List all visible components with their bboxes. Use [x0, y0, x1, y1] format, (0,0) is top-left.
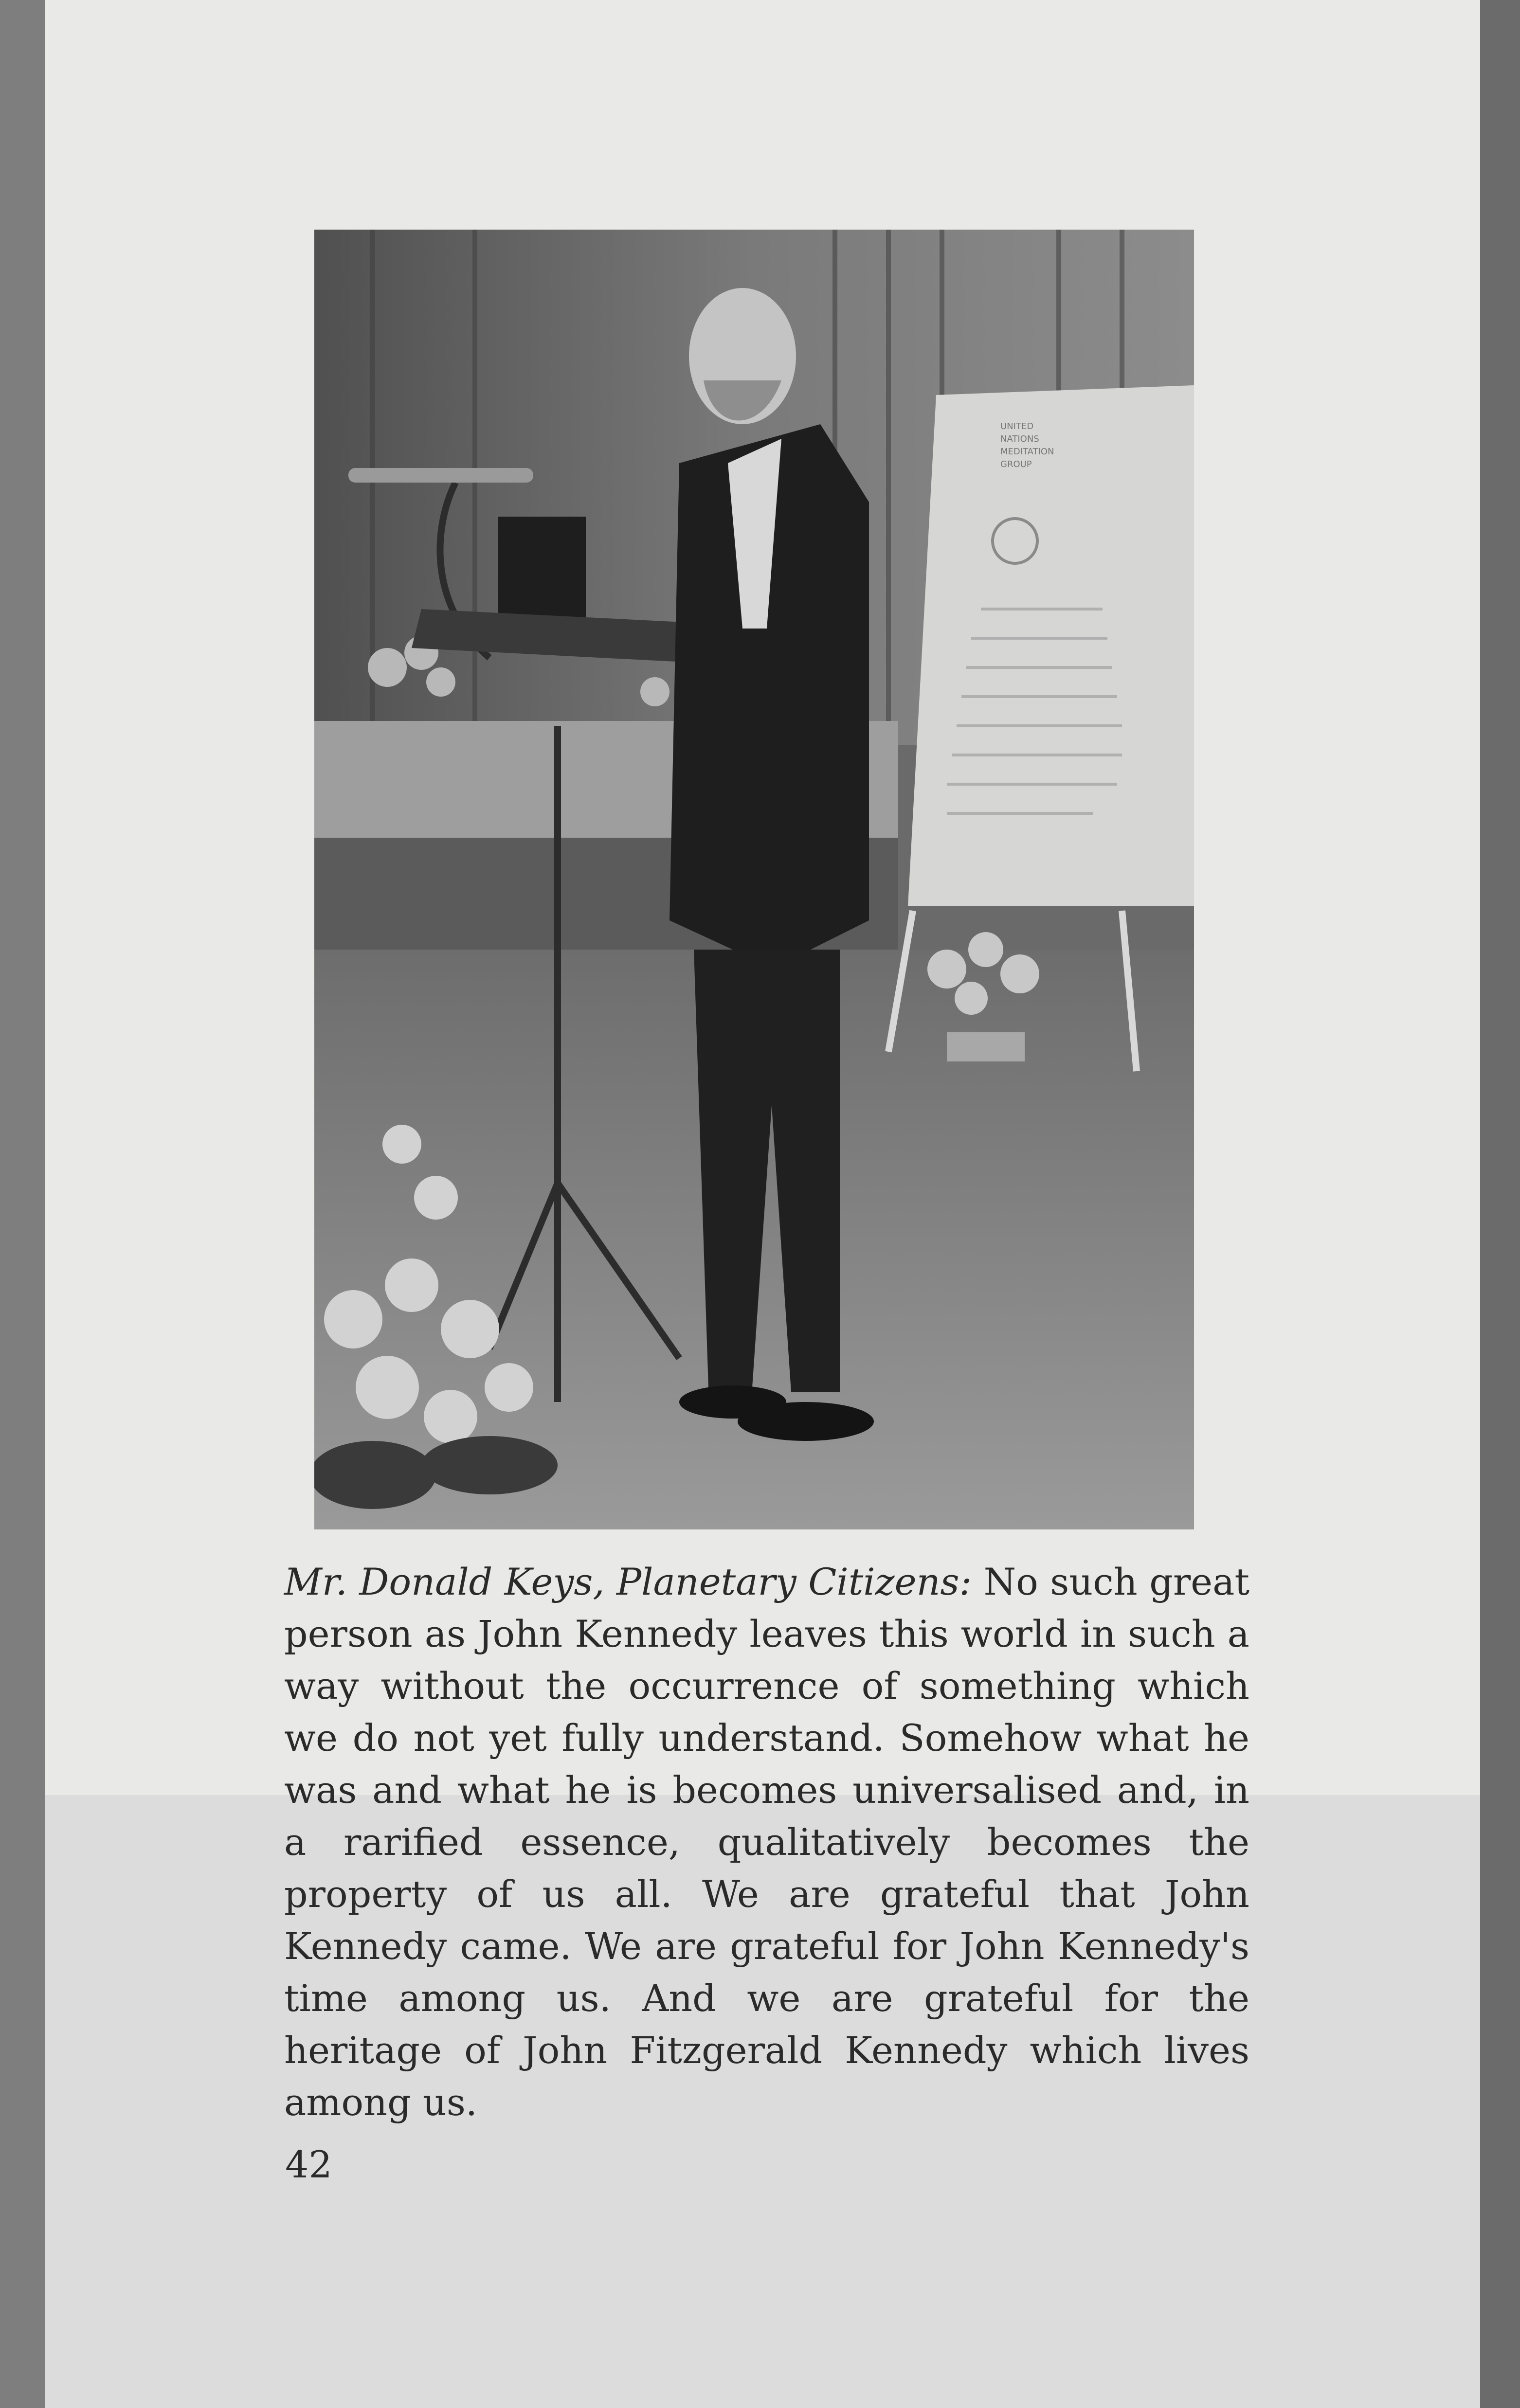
microphone-icon	[348, 468, 533, 483]
caption-text: No such great person as John Kennedy leaves this world in such a way without the occurrence of something which we do not yet fully understand. Somehow what he was and what he is becomes universalised and, in a rarified essence, qualitatively becomes the property of us all. We are grateful that John Kennedy came. We are grateful for John Kennedy's time among us. And we are grateful for the heritage of John Fitzgerald Kennedy which lives among us.	[284, 1560, 1250, 2124]
sign-line-3: MEDITATION	[1000, 447, 1054, 457]
photo-caption	[284, 1556, 1249, 2128]
photograph	[314, 230, 1194, 1529]
scan-right-edge	[1480, 0, 1520, 2408]
framed-portrait	[498, 517, 586, 629]
sign-line-2: NATIONS	[1000, 434, 1039, 444]
page-number: 42	[285, 2143, 332, 2186]
caption-speaker: Mr. Donald Keys, Planetary Citizens:	[284, 1560, 972, 1603]
photograph-illustration	[314, 230, 1194, 1529]
sign-line-1: UNITED	[1000, 421, 1034, 431]
sign-line-4: GROUP	[1000, 459, 1032, 469]
